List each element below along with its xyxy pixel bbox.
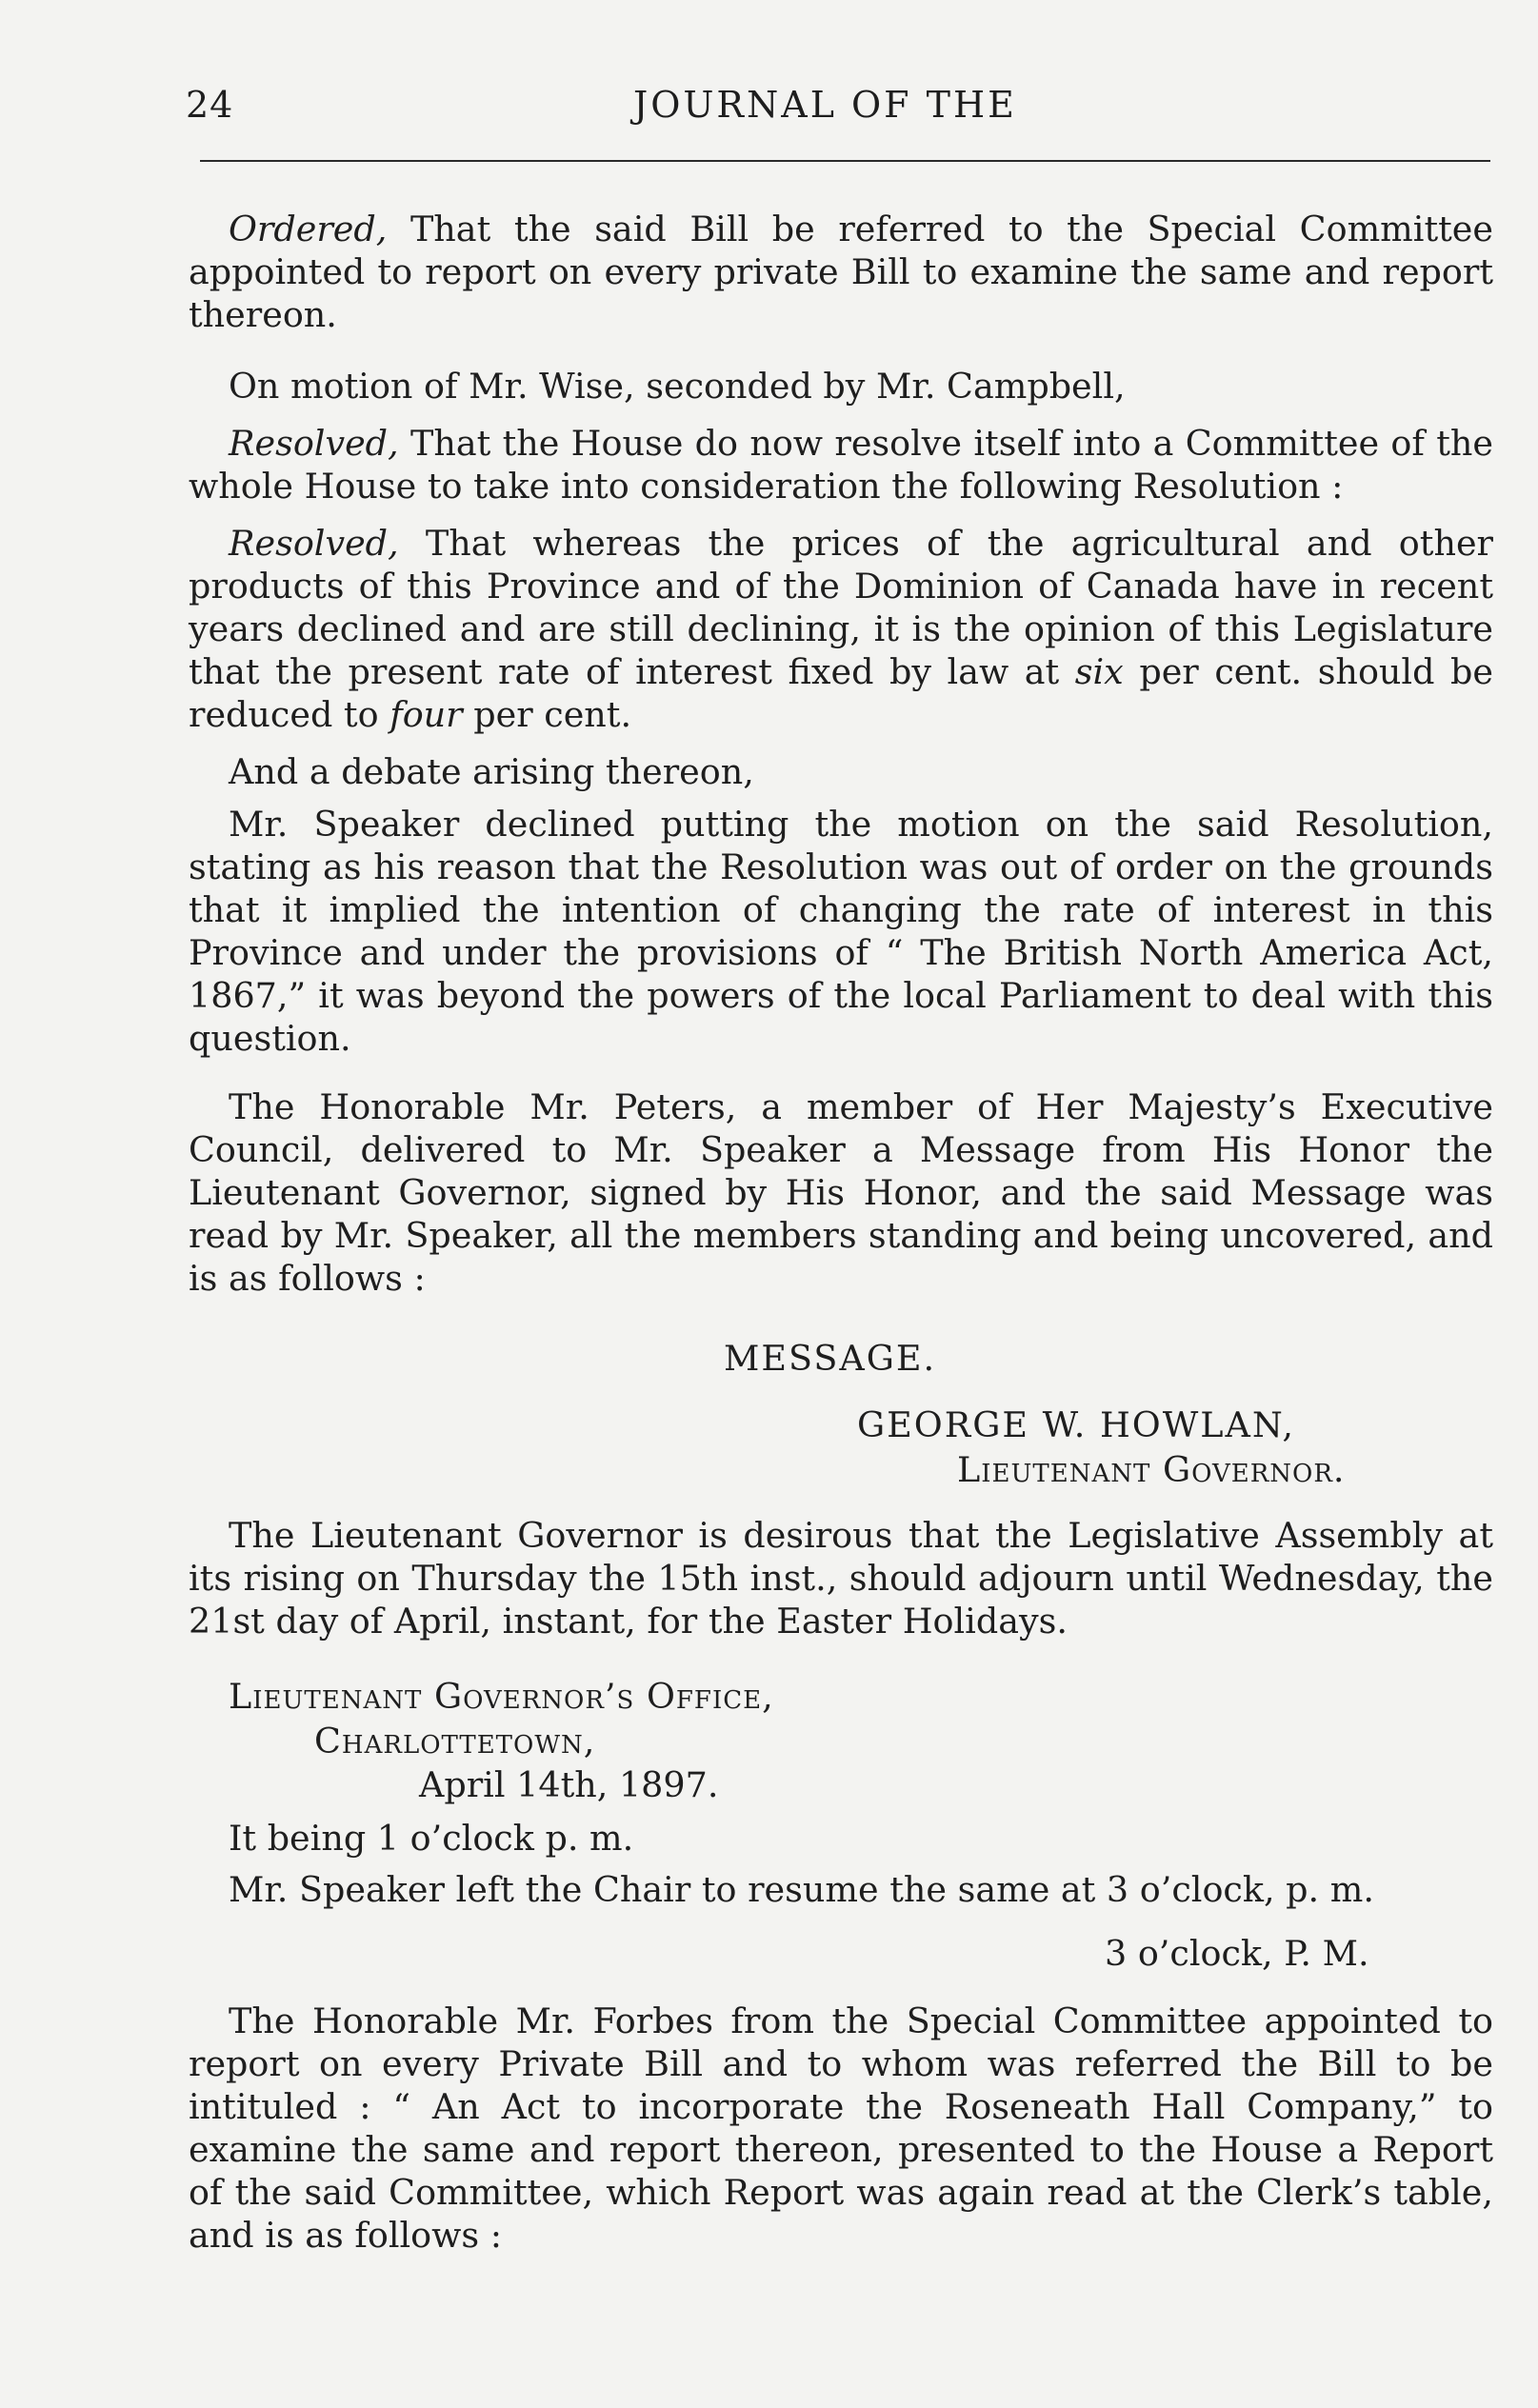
header-rule: [200, 160, 1490, 162]
paragraph-speaker-left: Mr. Speaker left the Chair to resume the same at 3 o’clock, p. m.: [229, 1869, 1374, 1910]
paragraph-motion: On motion of Mr. Wise, seconded by Mr. Campbell,: [229, 366, 1126, 407]
ordered-text: That the said Bill be referred to the Special Committee appointed to report on every private Bill to examine the same and report thereon.: [189, 209, 1493, 335]
page-header: [186, 84, 1490, 141]
resolved-text-2c: per cent.: [462, 694, 632, 735]
date-line: April 14th, 1897.: [419, 1764, 719, 1805]
paragraph-resolved-2: [189, 522, 1493, 736]
resolved-lead-1: Resolved,: [229, 423, 399, 464]
running-head: JOURNAL OF THE: [633, 84, 1017, 126]
message-heading: MESSAGE.: [724, 1338, 937, 1379]
paragraph-forbes-report: The Honorable Mr. Forbes from the Special Committee appointed to report on every Private Bill and to whom was referred the Bill to be intituled : “ An Act to incorporate the Roseneath Hall Company,” to examine the same and report thereon, presented to the House a Report of the said Committee, which Report was again read at the Clerk’s table, and is as follows :: [189, 2000, 1493, 2256]
paragraph-resolved-1: [189, 422, 1493, 507]
resolved-text-2b: per cent. should be reduced to: [189, 651, 1493, 735]
time-heading: 3 o’clock, P. M.: [1105, 1933, 1369, 1974]
paragraph-ordered: [189, 208, 1493, 336]
signatory-title: Lieutenant Governor.: [957, 1449, 1346, 1490]
signatory-name: GEORGE W. HOWLAN,: [857, 1404, 1296, 1445]
rate-six: six: [1074, 651, 1124, 692]
message-body: The Lieutenant Governor is desirous that the Legislative Assembly at its rising on Thursday the 15th inst., should adjourn until Wednesday, the 21st day of April, instant, for the Easter Holidays.: [189, 1515, 1493, 1642]
paragraph-debate: And a debate arising thereon,: [229, 751, 754, 792]
city-line: Charlottetown,: [314, 1721, 596, 1761]
office-line: Lieutenant Governor’s Office,: [229, 1676, 774, 1717]
paragraph-message-delivered: The Honorable Mr. Peters, a member of Her Majesty’s Executive Council, delivered to Mr. Speaker a Message from His Honor the Lieutenant Governor, signed by His Honor, and the said Message was read by Mr. Speaker, all the members standing and being uncovered, and is as follows :: [189, 1086, 1493, 1299]
rate-four: four: [389, 694, 463, 735]
paragraph-one-oclock: It being 1 o’clock p. m.: [229, 1818, 634, 1859]
resolved-text-1: That the House do now resolve itself into a Committee of the whole House to take into consideration the following Resolution :: [189, 423, 1493, 507]
resolved-text-2a: That whereas the prices of the agricultural and other products of this Province and of the Dominion of Canada have in recent years declined and are still declining, it is the opinion of this Legislature that the present rate of interest fixed by law at: [189, 523, 1493, 692]
page-number: 24: [186, 84, 234, 126]
ordered-lead: Ordered,: [229, 209, 388, 249]
paragraph-speaker-declined: Mr. Speaker declined putting the motion on the said Resolution, stating as his reason that the Resolution was out of order on the grounds that it implied the intention of changing the rate of interest in this Province and under the provisions of “ The British North America Act, 1867,” it was beyond the powers of the local Parliament to deal with this question.: [189, 804, 1493, 1059]
resolved-lead-2: Resolved,: [229, 523, 399, 564]
